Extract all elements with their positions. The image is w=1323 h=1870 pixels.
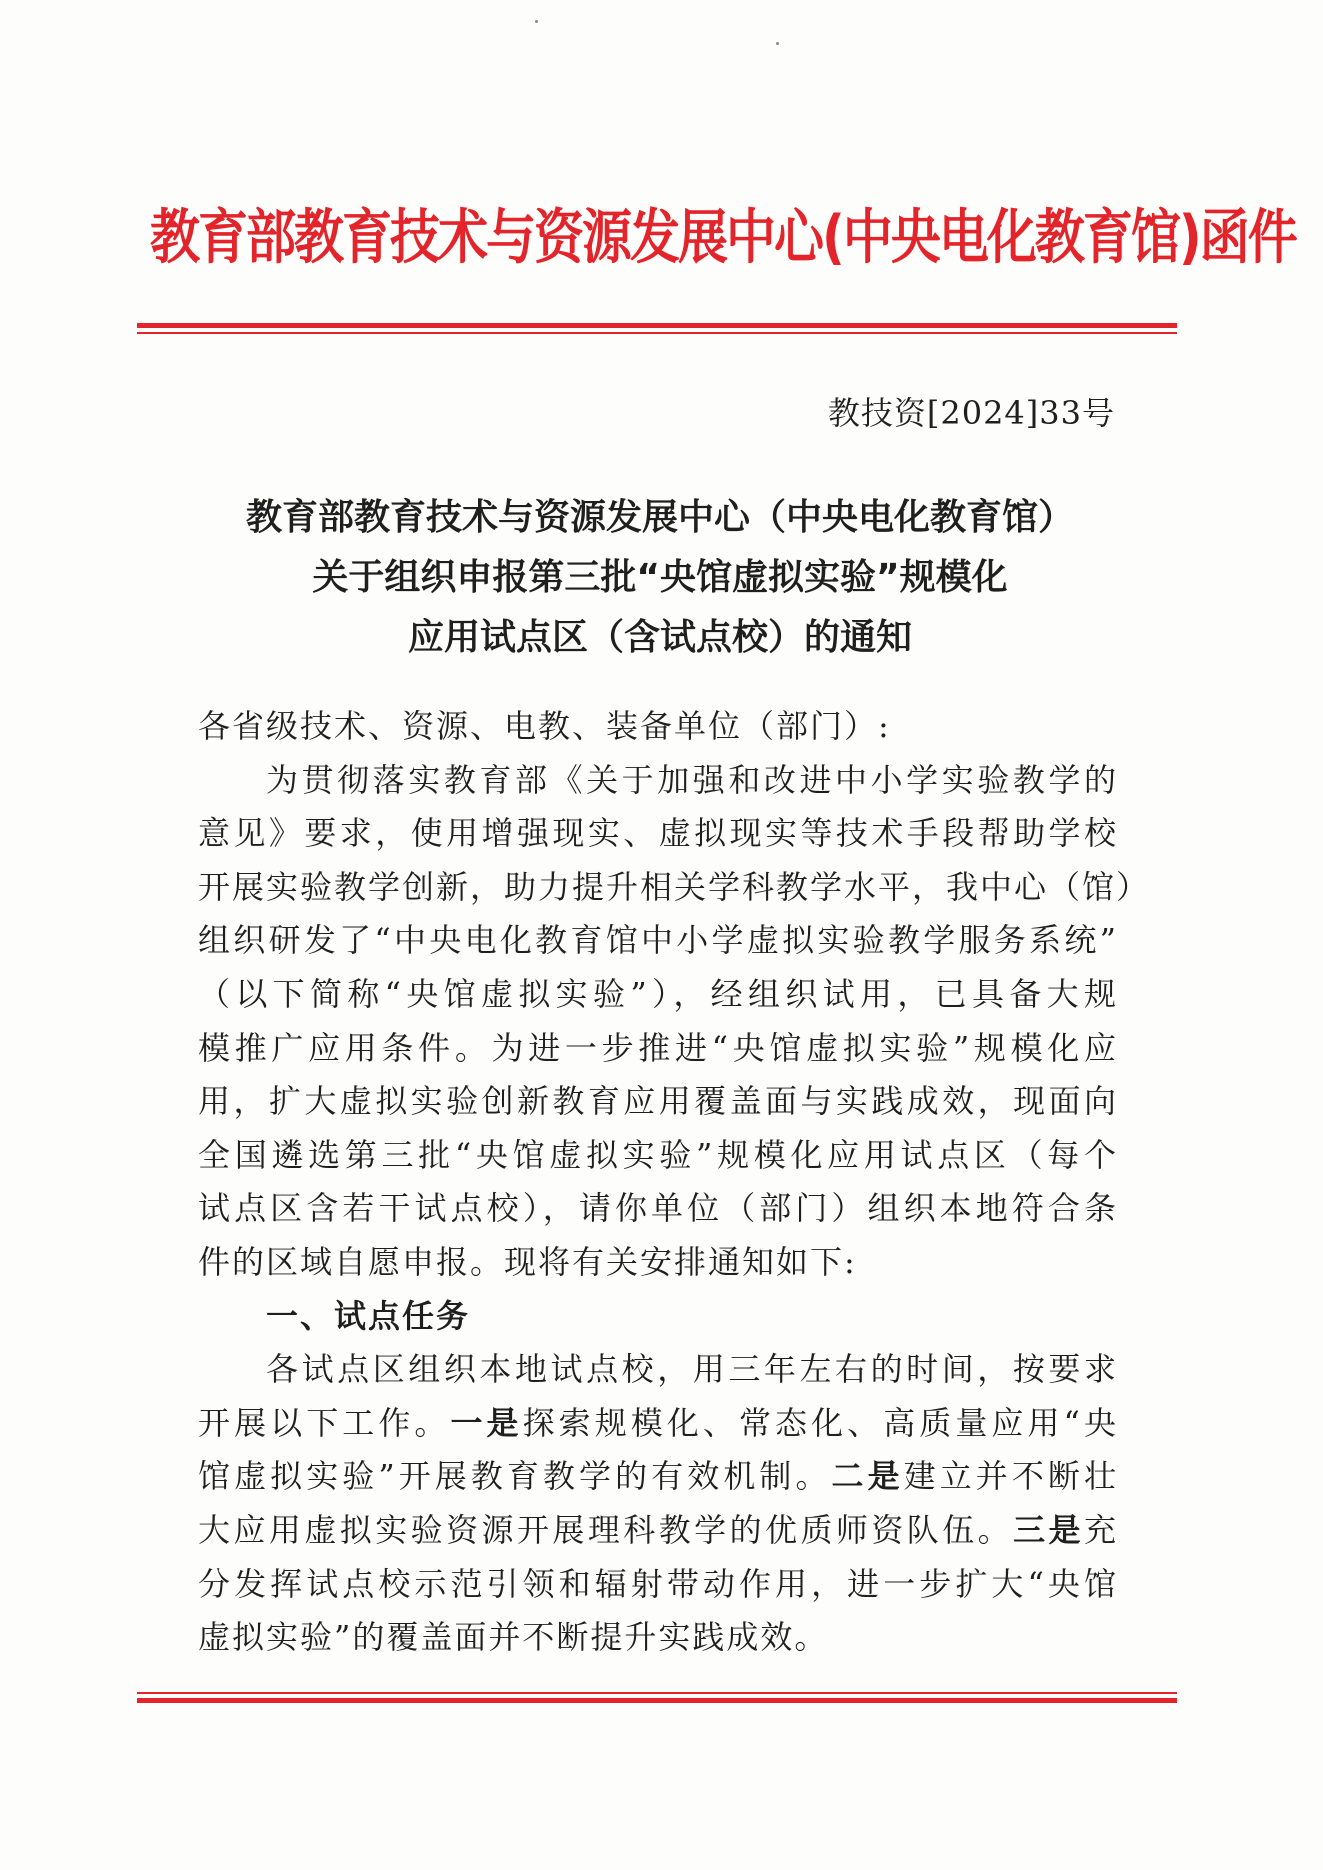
text-segment: 开展以下工作。 xyxy=(198,1403,451,1442)
salutation: 各省级技术、资源、电教、装备单位（部门）: xyxy=(198,707,891,745)
paragraph-line: 虚拟实验”的覆盖面并不断提升实践成效。 xyxy=(198,1618,829,1657)
scan-speck xyxy=(776,42,779,45)
paragraph-line: （以下简称“央馆虚拟实验”），经组织试用，已具备大规 xyxy=(198,974,1118,1013)
paragraph-line: 全国遴选第三批“央馆虚拟实验”规模化应用试点区（每个 xyxy=(198,1135,1118,1174)
text-segment: 大应用虚拟实验资源开展理科教学的优质师资队伍。 xyxy=(198,1510,1014,1549)
text-segment: 馆虚拟实验”开展教育教学的有效机制。 xyxy=(198,1457,832,1496)
emphasis-label: 三是 xyxy=(1013,1510,1084,1549)
text-segment: 充 xyxy=(1083,1510,1118,1549)
title-line: 教育部教育技术与资源发展中心（中央电化教育馆） xyxy=(245,497,1074,538)
paragraph-line: 意见》要求，使用增强现实、虚拟现实等技术手段帮助学校 xyxy=(198,814,1118,853)
text-segment: 建立并不断壮 xyxy=(903,1457,1118,1496)
notice-body xyxy=(198,700,1151,1665)
paragraph-line: 开展实验教学创新，助力提升相关学科教学水平，我中心（馆） xyxy=(198,867,1151,906)
paragraph-line: 各试点区组织本地试点校，用三年左右的时间，按要求 xyxy=(266,1350,1118,1389)
scan-speck xyxy=(535,20,538,23)
letterhead-title: 教育部教育技术与资源发展中心(中央电化教育馆)函件 xyxy=(150,203,1296,272)
paragraph-line xyxy=(198,1504,1118,1558)
paragraph-line: 组织研发了“中央电化教育馆中小学虚拟实验教学服务系统” xyxy=(198,921,1118,960)
paragraph-line: 分发挥试点校示范引领和辐射带动作用，进一步扩大“央馆 xyxy=(198,1564,1118,1603)
notice-title xyxy=(150,488,1170,668)
title-line: 关于组织申报第三批“央馆虚拟实验”规模化 xyxy=(312,557,1008,598)
section-heading: 一、试点任务 xyxy=(266,1296,471,1335)
footer-rule xyxy=(137,1692,1177,1703)
emphasis-label: 二是 xyxy=(831,1457,904,1496)
paragraph-line xyxy=(198,1397,1118,1451)
emphasis-label: 一是 xyxy=(450,1403,523,1442)
document-number: 教技资[2024]33号 xyxy=(827,394,1115,432)
paragraph-line: 试点区含若干试点校），请你单位（部门）组织本地符合条 xyxy=(198,1189,1118,1228)
letterhead-rule xyxy=(137,323,1177,334)
paragraph-line xyxy=(198,1450,1118,1504)
paragraph-line: 用，扩大虚拟实验创新教育应用覆盖面与实践成效，现面向 xyxy=(198,1082,1118,1121)
text-segment: 探索规模化、常态化、高质量应用“央 xyxy=(522,1403,1118,1442)
title-line: 应用试点区（含试点校）的通知 xyxy=(407,617,912,658)
paragraph-line: 件的区域自愿申报。现将有关安排通知如下: xyxy=(198,1242,857,1281)
paragraph-line: 为贯彻落实教育部《关于加强和改进中小学实验教学的 xyxy=(266,760,1118,799)
paragraph-line: 模推广应用条件。为进一步推进“央馆虚拟实验”规模化应 xyxy=(198,1028,1118,1067)
